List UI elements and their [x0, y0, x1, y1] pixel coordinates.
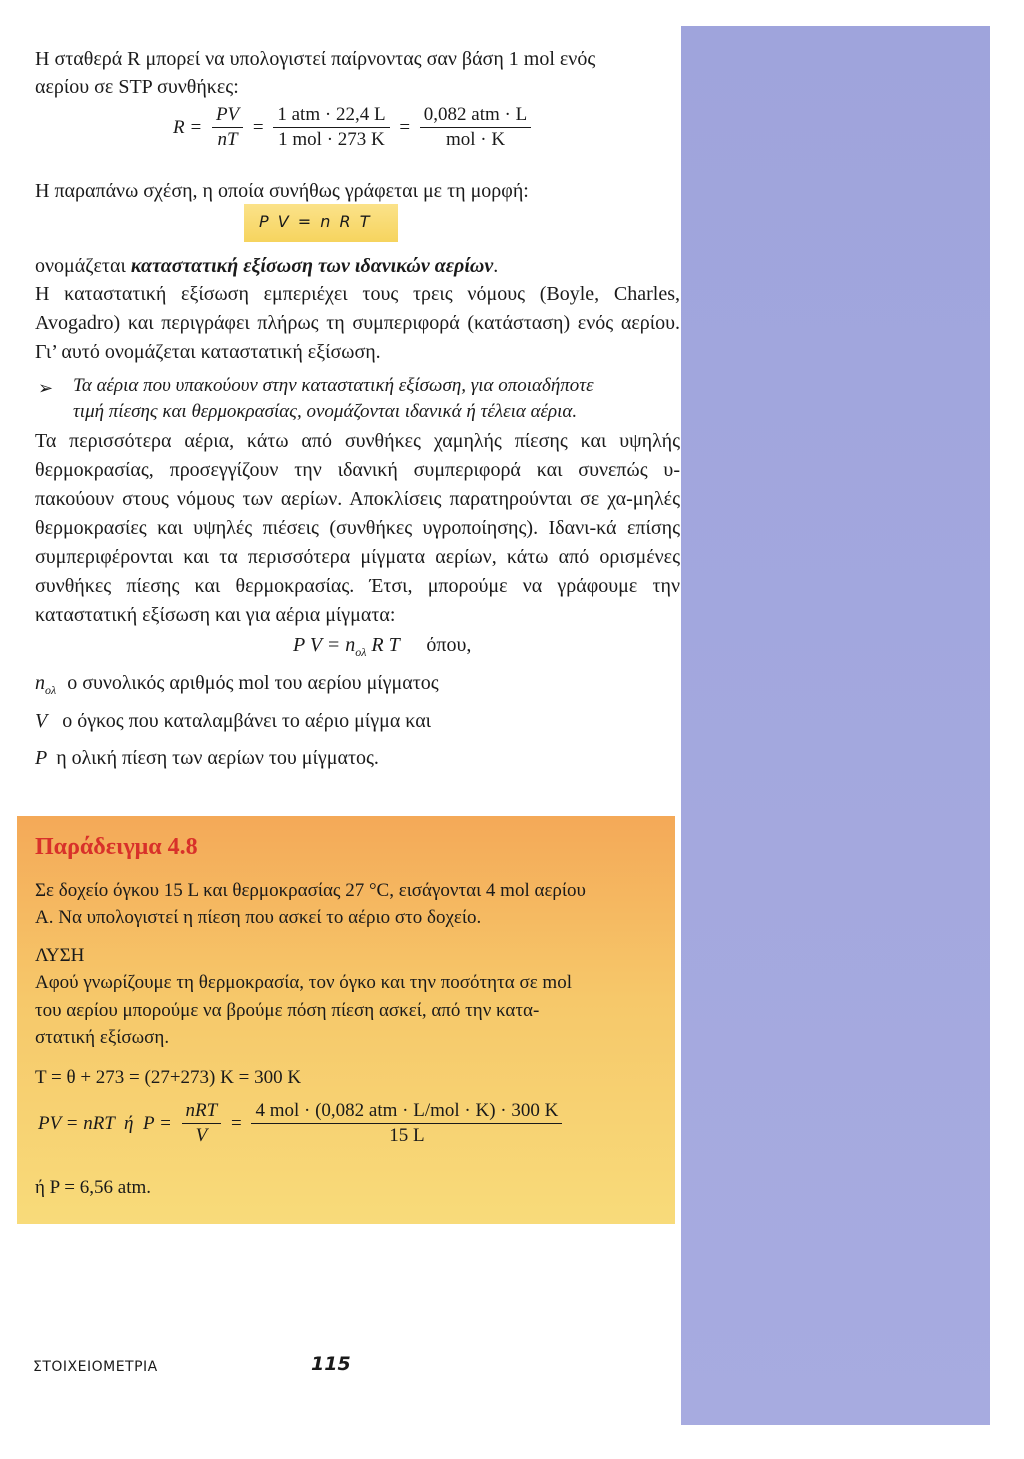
result-line: ή P = 6,56 atm. [35, 1177, 152, 1198]
r-lhs: R = [173, 116, 203, 138]
def-sub: ολ [45, 683, 57, 697]
named-line [35, 253, 498, 279]
calc-fraction-1 [182, 1100, 222, 1147]
calc-fraction-2 [251, 1100, 562, 1147]
pressure-calculation: PV = nRT ή P = $\frac{\text{nRT}}{V}$ = $\frac{\text{4 mol · (0,082 atm · L/mol · K) · 300 K}}{15 L}$ [38, 1100, 562, 1147]
r-formula [168, 104, 531, 151]
def-symbol: V [35, 710, 48, 732]
solution-line-2: του αερίου μπορούμε να βρούμε πόση πίεση ασκεί, από την κατα- [35, 1000, 540, 1021]
solution-label: ΛΥΣΗ [35, 945, 85, 966]
r-eq-2: = [399, 116, 411, 138]
r-fraction-2 [273, 104, 389, 151]
mixture-equation [293, 632, 471, 665]
intro-line-1: Η σταθερά R μπορεί να υπολογιστεί παίρνοντας σαν βάση 1 mol ενός [35, 48, 596, 70]
calc-f1-den: V [195, 1125, 208, 1146]
relation-text: Η παραπάνω σχέση, η οποία συνήθως γράφεται με τη μορφή: [35, 180, 529, 202]
paragraph-2: Τα περισσότερα αέρια, κάτω από συνθήκες χαμηλής πίεσης και υψηλής θερμοκρασίας, προσεγγίζουν την ιδανική συμπεριφορά και συνεπώς υ-πακούουν στους νόμους των αερίων. Αποκλίσεις παρατηρούνται σε χα-μηλές θερμοκρασίες και υψηλές πιέσεις (συνθήκες υγροποίησης). Ιδανι-κά επίσης συμπεριφέρονται και τα περισσότερα μίγματα αερίων, κάτω από ορισμένες συνθήκες πίεσης και θερμοκρασίας. Έτσι, μπορούμε να γράφουμε την καταστατική εξίσωση και για αέρια μίγματα: [35, 430, 680, 626]
calc-lhs: PV = nRT ή P = [38, 1112, 172, 1134]
r-fraction-3 [420, 104, 531, 151]
decorative-sidebar [681, 26, 990, 1425]
intro-line-2: αερίου σε STP συνθήκες: [35, 76, 239, 98]
solution-line-1: Αφού γνωρίζουμε τη θερμοκρασία, τον όγκο και την ποσότητα σε mol [35, 972, 572, 993]
r-f1-den: nT [217, 129, 238, 150]
named-prefix: ονομάζεται [35, 255, 126, 277]
page-number: 115 [311, 1353, 351, 1375]
def-symbol: P [35, 747, 48, 769]
def-text: η ολική πίεση των αερίων του μίγματος. [56, 747, 379, 769]
def-text: ο συνολικός αριθμός mol του αερίου μίγματος [67, 672, 439, 694]
def-symbol: n [35, 672, 45, 694]
bullet-line-1: Τα αέρια που υπακούουν στην καταστατική εξίσωση, για οποιαδήποτε [73, 375, 594, 396]
calc-f1-num: nRT [182, 1100, 222, 1124]
def-item [35, 708, 431, 734]
example-question-2: Α. Να υπολογιστεί η πίεση που ασκεί το αέριο στο δοχείο. [35, 907, 482, 928]
r-f2-num: 1 atm · 22,4 L [273, 104, 389, 128]
example-title: Παράδειγμα 4.8 [35, 834, 198, 860]
r-f1-num: PV [212, 104, 243, 128]
def-item [35, 745, 379, 771]
solution-line-3: στατική εξίσωση. [35, 1027, 170, 1048]
mix-eq-sub: ολ [355, 645, 367, 659]
mix-eq-left: P V = n [293, 634, 356, 656]
r-eq-1: = [252, 116, 264, 138]
r-f3-den: mol · K [445, 129, 506, 150]
bullet-arrow-icon: ➢ [38, 378, 54, 398]
mix-eq-right: R T [371, 634, 400, 656]
ideal-gas-equation-box: P V = n R T [244, 204, 398, 242]
r-f3-num: 0,082 atm · L [420, 104, 531, 128]
def-text: ο όγκος που καταλαμβάνει το αέριο μίγμα και [62, 710, 432, 732]
named-term: καταστατική εξίσωση των ιδανικών αερίων [130, 255, 494, 277]
calc-f2-num: 4 mol · (0,082 atm · L/mol · K) · 300 K [251, 1100, 562, 1124]
paragraph-1: Η καταστατική εξίσωση εμπεριέχει τους τρεις νόμους (Boyle, Charles, Avogadro) και περιγράφει πλήρως τη συμπεριφορά (κατάσταση) ενός αερίου. Γι’ αυτό ονομάζεται καταστατική εξίσωση. [35, 283, 680, 363]
r-f2-den: 1 mol · 273 K [278, 129, 385, 150]
r-fraction-1 [212, 104, 243, 151]
bullet-line-2: τιμή πίεσης και θερμοκρασίας, ονομάζονται ιδανικά ή τέλεια αέρια. [73, 401, 578, 422]
calc-f2-den: 15 L [389, 1125, 425, 1146]
def-item [35, 670, 439, 703]
mix-eq-where: όπου, [426, 634, 472, 656]
footer-section-title: ΣΤΟΙΧΕΙΟΜΕΤΡΙΑ [33, 1359, 158, 1375]
example-question-1: Σε δοχείο όγκου 15 L και θερμοκρασίας 27 °C, εισάγονται 4 mol αερίου [35, 880, 586, 901]
named-suffix: . [493, 255, 499, 277]
temperature-line: T = θ + 273 = (27+273) K = 300 K [35, 1067, 302, 1088]
